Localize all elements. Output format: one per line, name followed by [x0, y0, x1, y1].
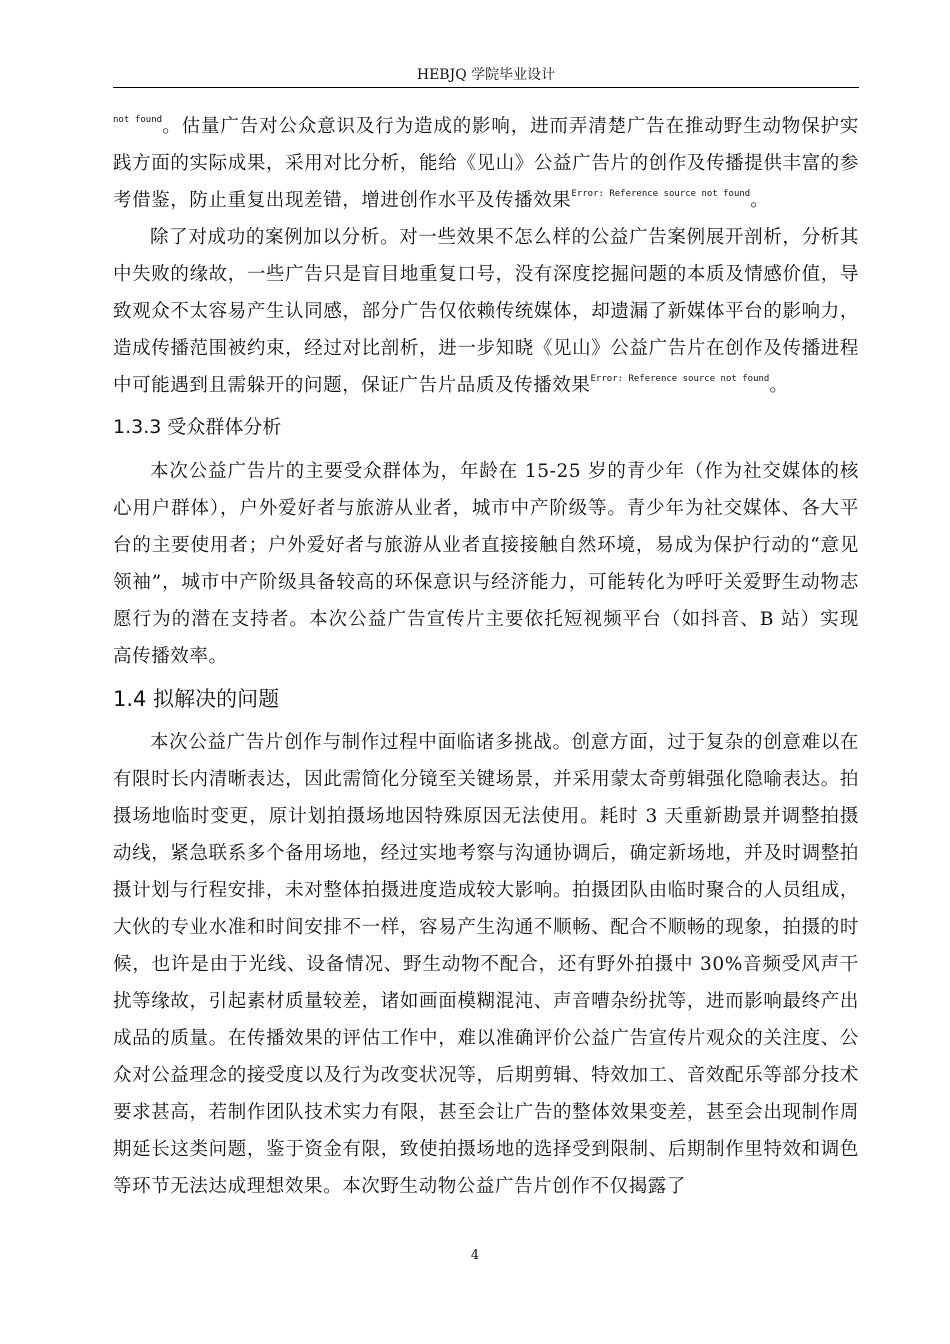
paragraph-comparative-analysis [113, 108, 859, 219]
page-number: 4 [470, 1248, 480, 1263]
document-body [113, 108, 859, 1205]
paragraph-text: 除了对成功的案例加以分析。对一些效果不怎么样的公益广告案例展开剖析，分析其中失败的缘故，一些广告只是盲目地重复口号，没有深度挖掘问题的本质及情感价值，导致观众不太容易产生认同感，部分广告仅依赖传统媒体，却遗漏了新媒体平台的影响力，造成传播范围被约束，经过对比剖析，进一步知晓《见山》公益广告片在创作及传播进程中可能遇到且需躲开的问题，保证广告片品质及传播效果 [113, 227, 859, 396]
paragraph-failure-analysis [113, 219, 859, 404]
header-divider [113, 87, 859, 88]
paragraph-tail: 。 [750, 190, 770, 211]
page-header: HEBJQ 学院毕业设计 [416, 67, 556, 83]
section-heading-problems: 1.4 拟解决的问题 [113, 687, 280, 711]
paragraph-audience: 本次公益广告片的主要受众群体为，年龄在 15-25 岁的青少年（作为社交媒体的核心用户群体），户外爱好者与旅游从业者，城市中产阶级等。青少年为社交媒体、各大平台的主要使用者；户外爱好者与旅游从业者直接接触自然环境，易成为保护行动的“意见领袖”，城市中产阶级具备较高的环保意识与经济能力，可能转化为呼吁关爱野生动物志愿行为的潜在支持者。本次公益广告宣传片主要依托短视频平台（如抖音、B 站）实现高传播效率。 [113, 461, 859, 667]
reference-error-marker: not found [113, 115, 163, 125]
reference-error-marker: Error: Reference source not found [571, 189, 751, 199]
paragraph-text: 。估量广告对公众意识及行为造成的影响，进而弄清楚广告在推动野生动物保护实践方面的实际成果，采用对比分析，能给《见山》公益广告片的创作及传播提供丰富的参考借鉴，防止重复出现差错，增进创作水平及传播效果 [113, 116, 859, 211]
reference-error-marker: Error: Reference source not found [590, 374, 770, 384]
section-heading-audience: 1.3.3 受众群体分析 [113, 416, 282, 438]
paragraph-problems: 本次公益广告片创作与制作过程中面临诸多挑战。创意方面，过于复杂的创意难以在有限时长内清晰表达，因此需简化分镜至关键场景，并采用蒙太奇剪辑强化隐喻表达。拍摄场地临时变更，原计划拍摄场地因特殊原因无法使用。耗时 3 天重新勘景并调整拍摄动线，紧急联系多个备用场地，经过实地考察与沟通协调后，确定新场地，并及时调整拍摄计划与行程安排，未对整体拍摄进度造成较大影响。拍摄团队由临时聚合的人员组成，大伙的专业水准和时间安排不一样，容易产生沟通不顺畅、配合不顺畅的现象，拍摄的时候，也许是由于光线、设备情况、野生动物不配合，还有野外拍摄中 30%音频受风声干扰等缘故，引起素材质量较差，诸如画面模糊混沌、声音嘈杂纷扰等，进而影响最终产出成品的质量。在传播效果的评估工作中，难以准确评价公益广告宣传片观众的关注度、公众对公益理念的接受度以及行为改变状况等，后期剪辑、特效加工、音效配乐等部分技术要求甚高，若制作团队技术实力有限，甚至会让广告的整体效果变差，甚至会出现制作周期延长这类问题，鉴于资金有限，致使拍摄场地的选择受到限制、后期制作里特效和调色等环节无法达成理想效果。本次野生动物公益广告片创作不仅揭露了 [113, 732, 859, 1197]
paragraph-tail: 。 [769, 375, 789, 396]
